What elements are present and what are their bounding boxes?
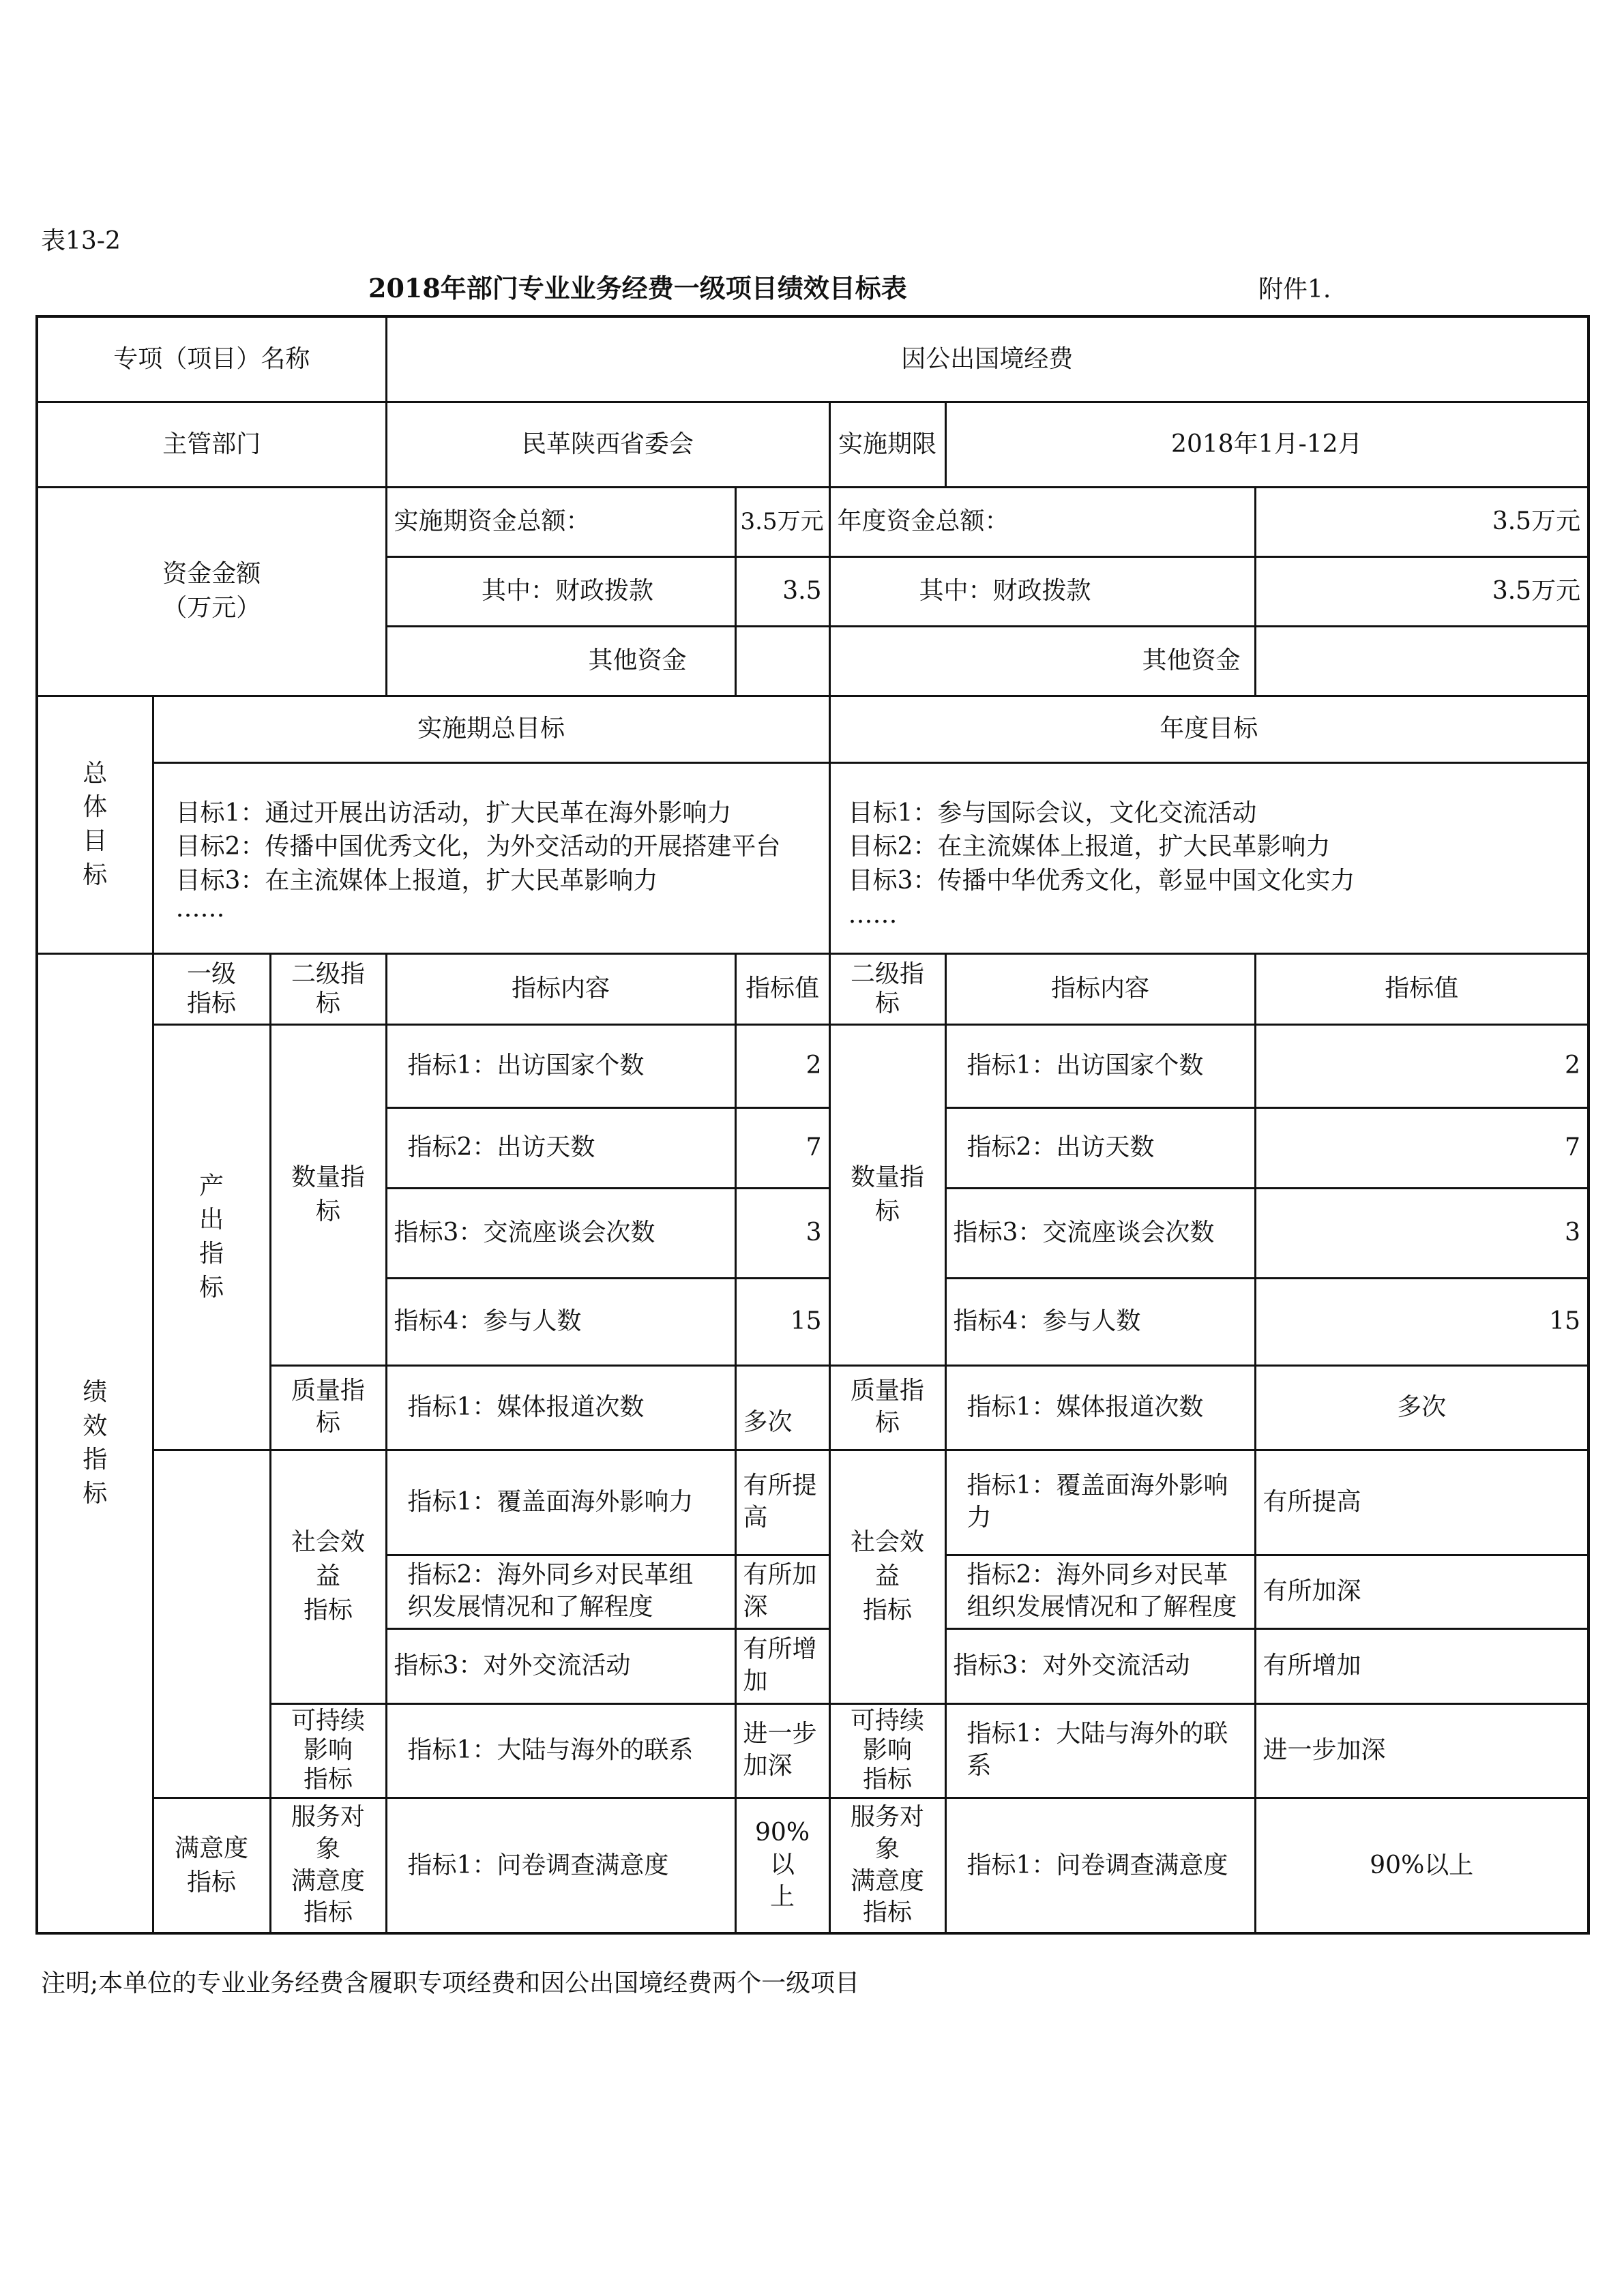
quantity-indicator-value: 7 — [735, 1107, 829, 1188]
annual-quantity-indicator-content: 指标1：出访国家个数 — [945, 1024, 1255, 1107]
sustain-indicator-content: 指标1：大陆与海外的联系 — [386, 1703, 735, 1798]
annual-quantity-indicator-value: 2 — [1255, 1024, 1589, 1107]
annual-total-funds-label: 年度资金总额： — [829, 487, 1255, 556]
annual-quantity-indicator-value: 3 — [1255, 1188, 1589, 1278]
annual-satisfaction-indicator-value: 90%以上 — [1255, 1798, 1589, 1934]
fiscal-funds-label: 其中：财政拨款 — [386, 556, 735, 626]
sustain-indicator-value: 进一步 加深 — [735, 1703, 829, 1798]
annual-fiscal-funds-label: 其中：财政拨款 — [829, 556, 1255, 626]
period-goal-header: 实施期总目标 — [153, 696, 829, 762]
quality-indicator-value: 多次 — [735, 1365, 829, 1450]
period-goal-item: 目标3：在主流媒体上报道，扩大民革影响力 — [175, 866, 658, 895]
attachment-label: 附件1. — [1258, 275, 1331, 303]
sustain-indicator-label: 可持续 影响 指标 — [270, 1703, 386, 1798]
annual-quantity-indicator-value: 7 — [1255, 1107, 1589, 1188]
quantity-indicator-value: 2 — [735, 1024, 829, 1107]
annual-quantity-indicator-value: 15 — [1255, 1278, 1589, 1365]
period-goal-list — [153, 762, 829, 953]
period-value: 2018年1月-12月 — [945, 402, 1589, 487]
service-satisfaction-label: 服务对 象 满意度 指标 — [270, 1798, 386, 1934]
annual-goal-item: …… — [848, 900, 898, 929]
department-label: 主管部门 — [37, 402, 386, 487]
annual-quality-indicator-label: 质量指 标 — [829, 1365, 945, 1450]
social-indicator-value: 有所增 加 — [735, 1628, 829, 1703]
total-funds-label: 实施期资金总额： — [386, 487, 735, 556]
quantity-indicator-content: 指标4：参与人数 — [386, 1278, 735, 1365]
total-funds-value: 3.5万元 — [735, 487, 829, 556]
value-header: 指标值 — [735, 953, 829, 1024]
annual-other-funds-value — [1255, 626, 1589, 696]
annual-social-indicator-content: 指标2：海外同乡对民革 组织发展情况和了解程度 — [945, 1555, 1255, 1628]
quantity-indicator-content: 指标3：交流座谈会次数 — [386, 1188, 735, 1278]
annual-social-indicator-value: 有所增加 — [1255, 1628, 1589, 1703]
period-goal-item: …… — [175, 894, 225, 923]
satisfaction-indicator-content: 指标1：问卷调查满意度 — [386, 1798, 735, 1934]
annual-quality-indicator-content: 指标1：媒体报道次数 — [945, 1365, 1255, 1450]
social-indicator-value: 有所提 高 — [735, 1450, 829, 1555]
satisfaction-indicator-label: 满意度 指标 — [153, 1798, 270, 1934]
content-header: 指标内容 — [386, 953, 735, 1024]
social-indicator-label: 社会效 益 指标 — [270, 1450, 386, 1703]
annual-goal-list — [829, 762, 1589, 953]
annual-quantity-indicator-content: 指标3：交流座谈会次数 — [945, 1188, 1255, 1278]
annual-goal-header: 年度目标 — [829, 696, 1589, 762]
quantity-indicator-label: 数量指 标 — [270, 1024, 386, 1365]
quantity-indicator-value: 3 — [735, 1188, 829, 1278]
satisfaction-indicator-value: 90%以 上 — [735, 1798, 829, 1934]
annual-quantity-indicator-label: 数量指 标 — [829, 1024, 945, 1365]
annual-other-funds-label: 其他资金 — [829, 626, 1255, 696]
quality-indicator-content: 指标1：媒体报道次数 — [386, 1365, 735, 1450]
annual-social-indicator-content: 指标3：对外交流活动 — [945, 1628, 1255, 1703]
annual-total-funds-value: 3.5万元 — [1255, 487, 1589, 556]
quality-indicator-label: 质量指 标 — [270, 1365, 386, 1450]
annual-social-indicator-value: 有所提高 — [1255, 1450, 1589, 1555]
annual-quality-indicator-value: 多次 — [1255, 1365, 1589, 1450]
project-name-label: 专项（项目）名称 — [37, 316, 386, 402]
annual-social-indicator-label: 社会效 益 指标 — [829, 1450, 945, 1703]
annual-quantity-indicator-content: 指标4：参与人数 — [945, 1278, 1255, 1365]
period-goal-item: 目标1：通过开展出访活动，扩大民革在海外影响力 — [175, 799, 732, 827]
annual-level2-header: 二级指 标 — [829, 953, 945, 1024]
project-name-value: 因公出国境经费 — [386, 316, 1589, 402]
level1-header: 一级 指标 — [153, 953, 270, 1024]
level2-header: 二级指 标 — [270, 953, 386, 1024]
quantity-indicator-value: 15 — [735, 1278, 829, 1365]
other-funds-label: 其他资金 — [386, 626, 735, 696]
annual-goal-item: 目标3：传播中华优秀文化，彰显中国文化实力 — [848, 866, 1355, 895]
annual-sustain-indicator-content: 指标1：大陆与海外的联 系 — [945, 1703, 1255, 1798]
table-number: 表13-2 — [41, 227, 121, 255]
annual-satisfaction-indicator-content: 指标1：问卷调查满意度 — [945, 1798, 1255, 1934]
output-indicator-label: 产 出 指 标 — [153, 1024, 270, 1450]
period-label: 实施期限 — [829, 402, 945, 487]
other-funds-value — [735, 626, 829, 696]
overall-goal-label: 总 体 目 标 — [37, 696, 153, 953]
quantity-indicator-content: 指标2：出访天数 — [386, 1107, 735, 1188]
annual-goal-item: 目标1：参与国际会议，文化交流活动 — [848, 799, 1257, 827]
performance-indicator-label: 绩 效 指 标 — [37, 953, 153, 1933]
social-indicator-content: 指标1：覆盖面海外影响力 — [386, 1450, 735, 1555]
social-indicator-content: 指标2：海外同乡对民革组 织发展情况和了解程度 — [386, 1555, 735, 1628]
period-goal-item: 目标2：传播中国优秀文化，为外交活动的开展搭建平台 — [175, 833, 781, 861]
annual-sustain-indicator-label: 可持续 影响 指标 — [829, 1703, 945, 1798]
department-value: 民革陕西省委会 — [386, 402, 829, 487]
annual-social-indicator-value: 有所加深 — [1255, 1555, 1589, 1628]
annual-quantity-indicator-content: 指标2：出访天数 — [945, 1107, 1255, 1188]
annual-fiscal-funds-value: 3.5万元 — [1255, 556, 1589, 626]
annual-sustain-indicator-value: 进一步加深 — [1255, 1703, 1589, 1798]
funds-label: 资金金额 （万元） — [37, 487, 386, 696]
annual-content-header: 指标内容 — [945, 953, 1255, 1024]
document-title: 2018年部门专业业务经费一级项目绩效目标表 — [368, 273, 907, 303]
annual-value-header: 指标值 — [1255, 953, 1589, 1024]
social-indicator-content: 指标3：对外交流活动 — [386, 1628, 735, 1703]
performance-target-table — [35, 315, 1590, 1935]
footnote: 注明;本单位的专业业务经费含履职专项经费和因公出国境经费两个一级项目 — [41, 1969, 860, 1997]
fiscal-funds-value: 3.5 — [735, 556, 829, 626]
effect-indicator-blank — [153, 1450, 270, 1798]
quantity-indicator-content: 指标1：出访国家个数 — [386, 1024, 735, 1107]
annual-service-satisfaction-label: 服务对 象 满意度 指标 — [829, 1798, 945, 1934]
social-indicator-value: 有所加 深 — [735, 1555, 829, 1628]
annual-goal-item: 目标2：在主流媒体上报道，扩大民革影响力 — [848, 833, 1331, 861]
annual-social-indicator-content: 指标1：覆盖面海外影响 力 — [945, 1450, 1255, 1555]
